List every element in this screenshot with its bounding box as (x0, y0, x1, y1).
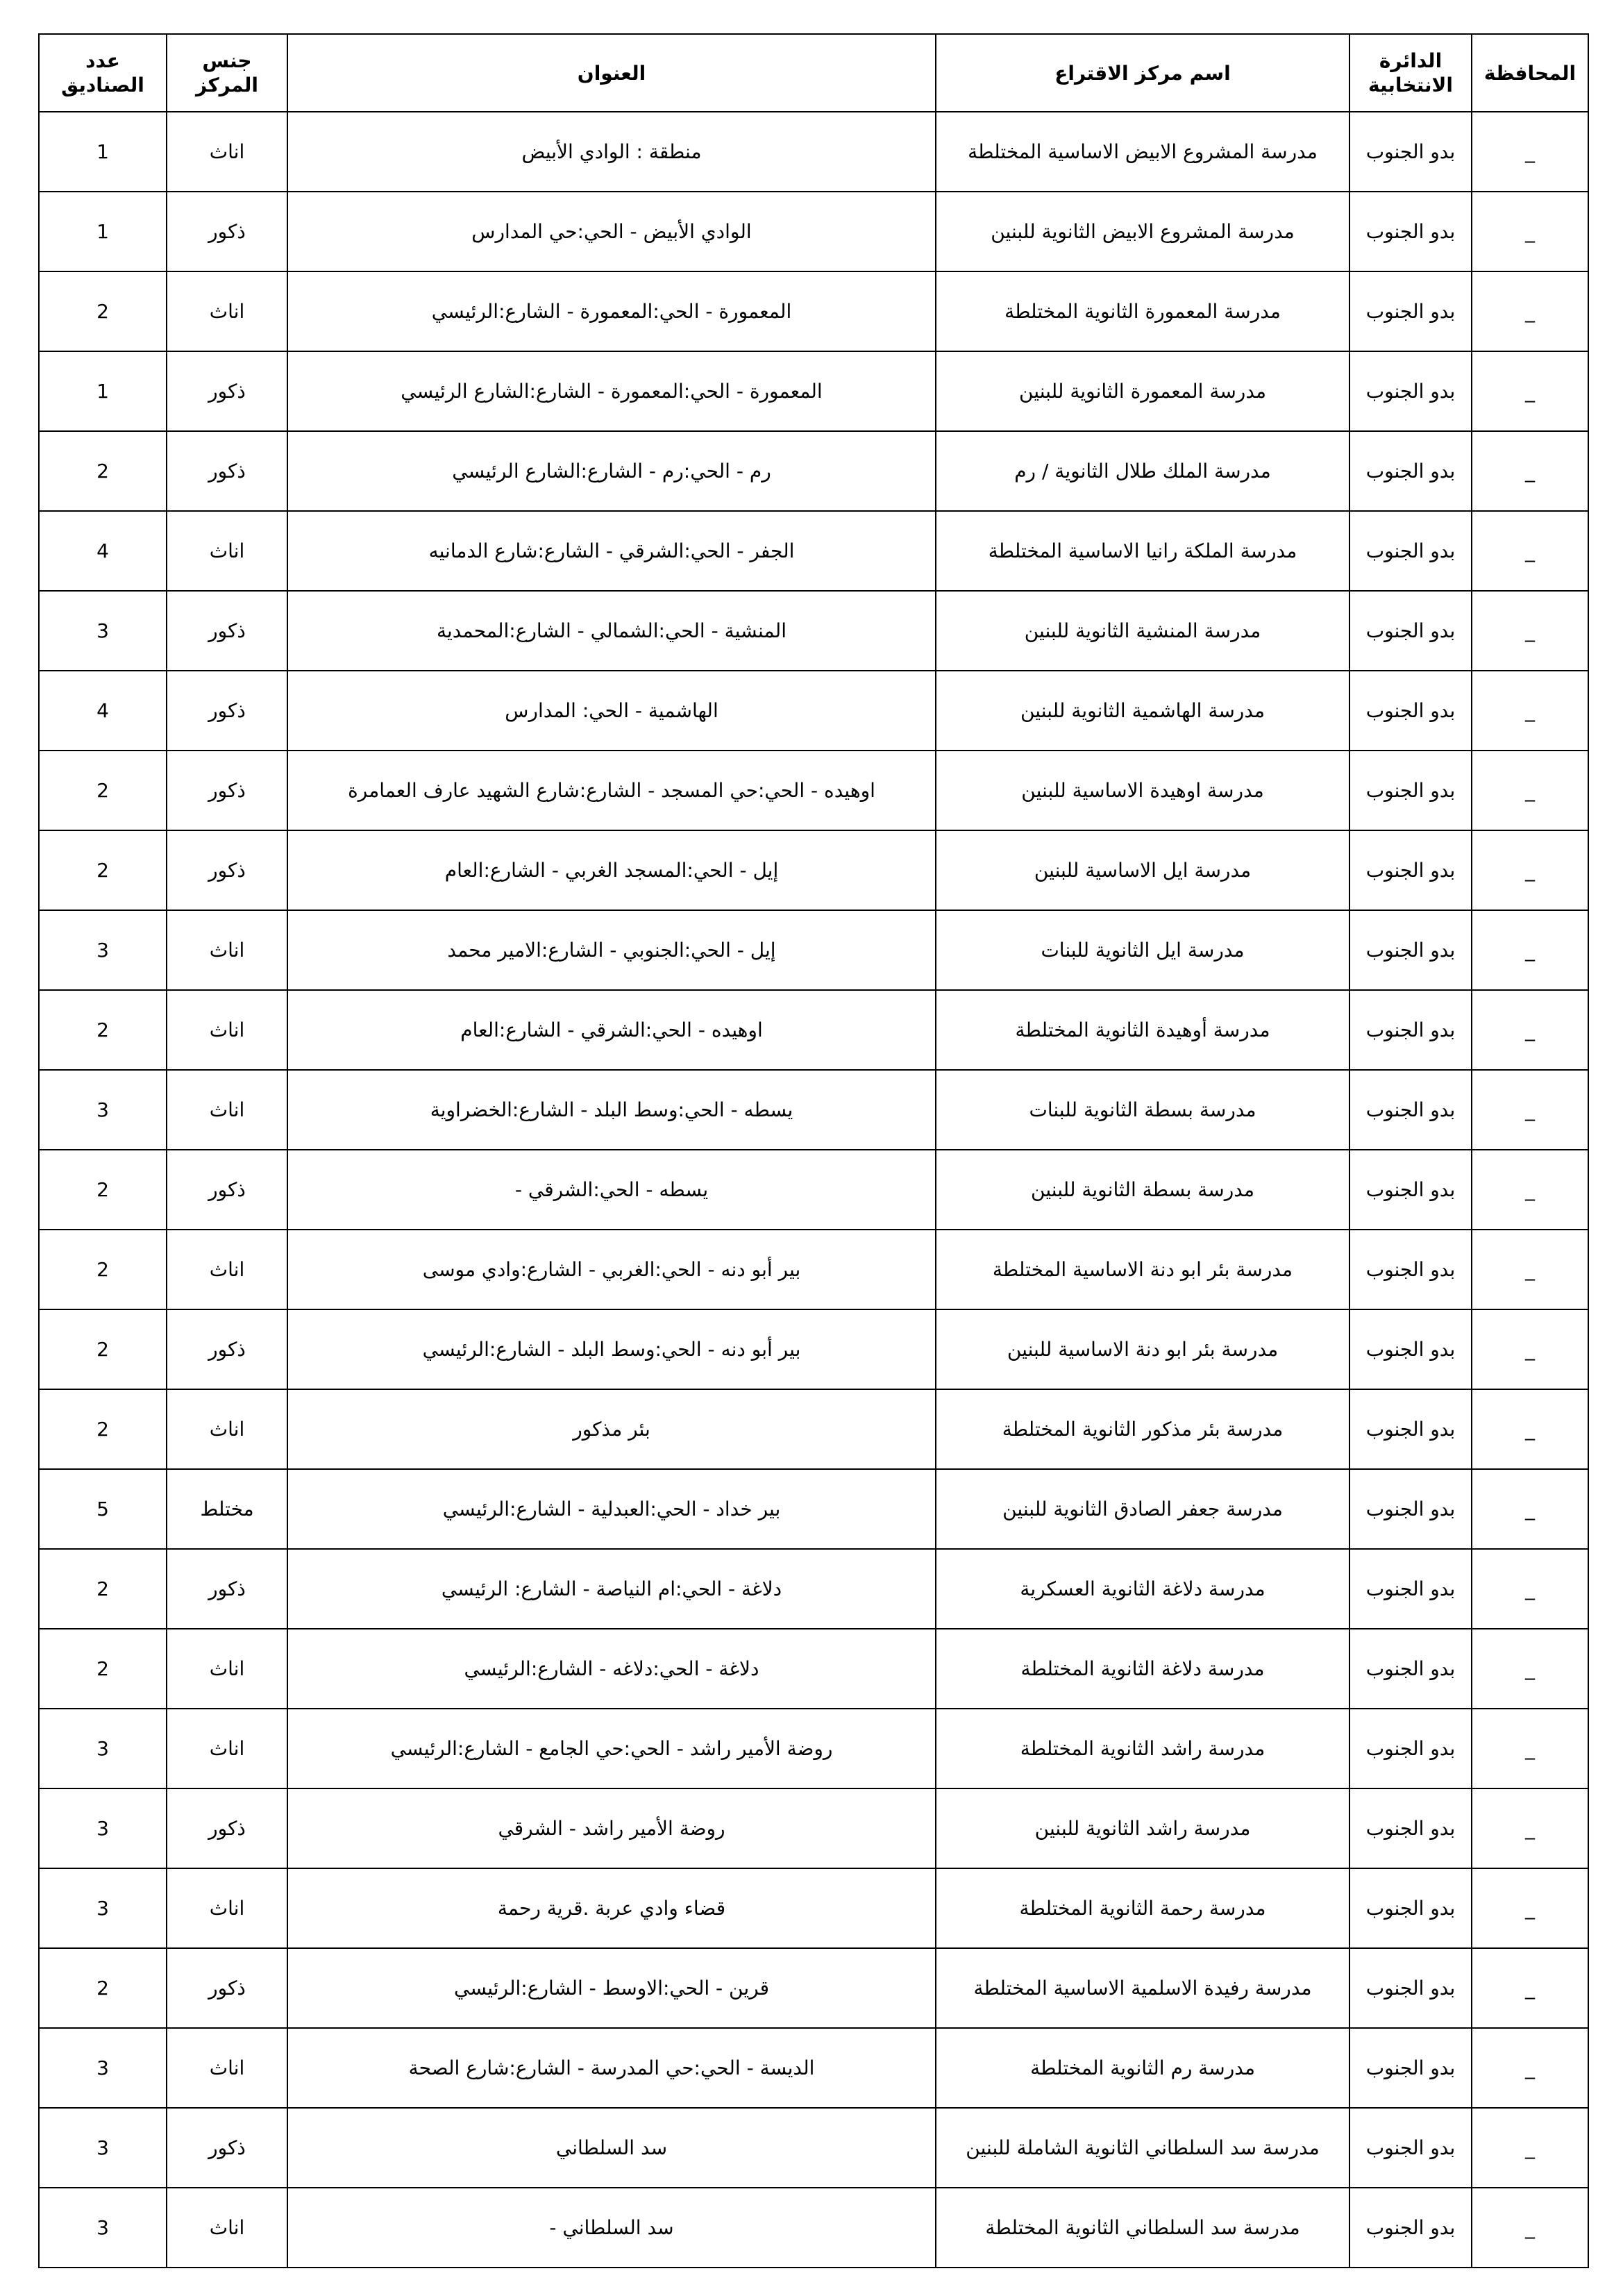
cell-district: بدو الجنوب (1349, 431, 1472, 511)
cell-center-name: مدرسة دلاغة الثانوية المختلطة (936, 1629, 1349, 1709)
cell-governorate: _ (1472, 910, 1588, 990)
table-row (39, 1788, 1588, 1868)
cell-boxes: 3 (39, 591, 167, 671)
cell-governorate: _ (1472, 351, 1588, 431)
cell-boxes: 3 (39, 910, 167, 990)
cell-gender: ذكور (167, 1788, 287, 1868)
cell-gender: ذكور (167, 591, 287, 671)
cell-governorate: _ (1472, 1150, 1588, 1230)
cell-address: اوهيده - الحي:حي المسجد - الشارع:شارع الشهيد عارف العمامرة (287, 751, 936, 830)
cell-boxes: 3 (39, 2028, 167, 2108)
cell-gender: مختلط (167, 1469, 287, 1549)
cell-center-name: مدرسة رم الثانوية المختلطة (936, 2028, 1349, 2108)
cell-governorate: _ (1472, 271, 1588, 351)
table-row (39, 751, 1588, 830)
table-row (39, 112, 1588, 192)
cell-boxes: 3 (39, 2108, 167, 2188)
cell-district: بدو الجنوب (1349, 1788, 1472, 1868)
cell-governorate: _ (1472, 1309, 1588, 1389)
table-row (39, 671, 1588, 751)
table-row (39, 830, 1588, 910)
cell-center-name: مدرسة المعمورة الثانوية للبنين (936, 351, 1349, 431)
cell-address: دلاغة - الحي:دلاغه - الشارع:الرئيسي (287, 1629, 936, 1709)
cell-district: بدو الجنوب (1349, 751, 1472, 830)
cell-center-name: مدرسة راشد الثانوية المختلطة (936, 1709, 1349, 1788)
cell-address: الهاشمية - الحي: المدارس (287, 671, 936, 751)
cell-governorate: _ (1472, 192, 1588, 271)
header-row (39, 34, 1588, 112)
table-row (39, 910, 1588, 990)
cell-gender: ذكور (167, 671, 287, 751)
cell-district: بدو الجنوب (1349, 1549, 1472, 1629)
cell-boxes: 1 (39, 351, 167, 431)
cell-boxes: 2 (39, 1230, 167, 1309)
cell-address: إيل - الحي:الجنوبي - الشارع:الامير محمد (287, 910, 936, 990)
cell-district: بدو الجنوب (1349, 1309, 1472, 1389)
cell-center-name: مدرسة الملك طلال الثانوية / رم (936, 431, 1349, 511)
cell-address: بئر مذكور (287, 1389, 936, 1469)
cell-boxes: 5 (39, 1469, 167, 1549)
cell-address: الوادي الأبيض - الحي:حي المدارس (287, 192, 936, 271)
cell-boxes: 3 (39, 2188, 167, 2268)
cell-district: بدو الجنوب (1349, 1389, 1472, 1469)
cell-boxes: 4 (39, 511, 167, 591)
cell-district: بدو الجنوب (1349, 1070, 1472, 1150)
cell-gender: ذكور (167, 351, 287, 431)
polling-centers-table (38, 33, 1589, 2268)
cell-district: بدو الجنوب (1349, 511, 1472, 591)
header-district: الدائرة الانتخابية (1349, 34, 1472, 112)
cell-address: دلاغة - الحي:ام النياصة - الشارع: الرئيسي (287, 1549, 936, 1629)
cell-gender: اناث (167, 2028, 287, 2108)
cell-boxes: 2 (39, 830, 167, 910)
cell-center-name: مدرسة سد السلطاني الثانوية الشاملة للبنين (936, 2108, 1349, 2188)
cell-gender: اناث (167, 1629, 287, 1709)
cell-address: إيل - الحي:المسجد الغربي - الشارع:العام (287, 830, 936, 910)
cell-center-name: مدرسة رفيدة الاسلمية الاساسية المختلطة (936, 1948, 1349, 2028)
cell-district: بدو الجنوب (1349, 1948, 1472, 2028)
table-row (39, 271, 1588, 351)
cell-address: رم - الحي:رم - الشارع:الشارع الرئيسي (287, 431, 936, 511)
cell-gender: اناث (167, 990, 287, 1070)
cell-address: روضة الأمير راشد - الشرقي (287, 1788, 936, 1868)
cell-boxes: 2 (39, 1948, 167, 2028)
cell-center-name: مدرسة الهاشمية الثانوية للبنين (936, 671, 1349, 751)
cell-district: بدو الجنوب (1349, 1868, 1472, 1948)
table-row (39, 591, 1588, 671)
table-header (39, 34, 1588, 112)
cell-district: بدو الجنوب (1349, 2028, 1472, 2108)
cell-boxes: 4 (39, 671, 167, 751)
cell-governorate: _ (1472, 591, 1588, 671)
cell-address: يسطه - الحي:وسط البلد - الشارع:الخضراوية (287, 1070, 936, 1150)
cell-boxes: 3 (39, 1709, 167, 1788)
cell-center-name: مدرسة بئر ابو دنة الاساسية المختلطة (936, 1230, 1349, 1309)
cell-governorate: _ (1472, 1948, 1588, 2028)
cell-gender: اناث (167, 2188, 287, 2268)
cell-boxes: 1 (39, 192, 167, 271)
cell-address: بير خداد - الحي:العبدلية - الشارع:الرئيسي (287, 1469, 936, 1549)
cell-district: بدو الجنوب (1349, 1230, 1472, 1309)
cell-boxes: 3 (39, 1788, 167, 1868)
cell-address: المعمورة - الحي:المعمورة - الشارع:الرئيسي (287, 271, 936, 351)
cell-address: الجفر - الحي:الشرقي - الشارع:شارع الدمانيه (287, 511, 936, 591)
cell-address: اوهيده - الحي:الشرقي - الشارع:العام (287, 990, 936, 1070)
table-row (39, 1549, 1588, 1629)
cell-governorate: _ (1472, 1469, 1588, 1549)
cell-gender: اناث (167, 112, 287, 192)
cell-address: قرين - الحي:الاوسط - الشارع:الرئيسي (287, 1948, 936, 2028)
cell-governorate: _ (1472, 112, 1588, 192)
cell-center-name: مدرسة المنشية الثانوية للبنين (936, 591, 1349, 671)
cell-district: بدو الجنوب (1349, 990, 1472, 1070)
cell-governorate: _ (1472, 2028, 1588, 2108)
cell-gender: اناث (167, 511, 287, 591)
cell-governorate: _ (1472, 2108, 1588, 2188)
header-boxes: عدد الصناديق (39, 34, 167, 112)
table-row (39, 1230, 1588, 1309)
cell-address: منطقة : الوادي الأبيض (287, 112, 936, 192)
cell-gender: اناث (167, 271, 287, 351)
cell-boxes: 3 (39, 1868, 167, 1948)
cell-address: سد السلطاني (287, 2108, 936, 2188)
cell-gender: اناث (167, 1709, 287, 1788)
cell-boxes: 2 (39, 1309, 167, 1389)
cell-district: بدو الجنوب (1349, 910, 1472, 990)
cell-address: يسطه - الحي:الشرقي - (287, 1150, 936, 1230)
cell-governorate: _ (1472, 2188, 1588, 2268)
cell-district: بدو الجنوب (1349, 112, 1472, 192)
table-row (39, 1070, 1588, 1150)
cell-gender: ذكور (167, 1150, 287, 1230)
cell-gender: اناث (167, 1868, 287, 1948)
cell-center-name: مدرسة بئر مذكور الثانوية المختلطة (936, 1389, 1349, 1469)
cell-governorate: _ (1472, 830, 1588, 910)
header-address: العنوان (287, 34, 936, 112)
cell-center-name: مدرسة أوهيدة الثانوية المختلطة (936, 990, 1349, 1070)
cell-address: الديسة - الحي:حي المدرسة - الشارع:شارع الصحة (287, 2028, 936, 2108)
cell-governorate: _ (1472, 431, 1588, 511)
cell-governorate: _ (1472, 1629, 1588, 1709)
cell-boxes: 2 (39, 1150, 167, 1230)
cell-center-name: مدرسة بسطة الثانوية للبنات (936, 1070, 1349, 1150)
cell-governorate: _ (1472, 1230, 1588, 1309)
cell-boxes: 1 (39, 112, 167, 192)
table-row (39, 351, 1588, 431)
cell-district: بدو الجنوب (1349, 591, 1472, 671)
cell-gender: ذكور (167, 2108, 287, 2188)
header-gender: جنس المركز (167, 34, 287, 112)
table-row (39, 1389, 1588, 1469)
cell-governorate: _ (1472, 1070, 1588, 1150)
cell-governorate: _ (1472, 511, 1588, 591)
table-row (39, 1309, 1588, 1389)
cell-boxes: 2 (39, 1389, 167, 1469)
header-center-name: اسم مركز الاقتراع (936, 34, 1349, 112)
cell-center-name: مدرسة راشد الثانوية للبنين (936, 1788, 1349, 1868)
cell-center-name: مدرسة ايل الاساسية للبنين (936, 830, 1349, 910)
cell-boxes: 3 (39, 1070, 167, 1150)
cell-governorate: _ (1472, 1868, 1588, 1948)
table-row (39, 1948, 1588, 2028)
cell-address: المنشية - الحي:الشمالي - الشارع:المحمدية (287, 591, 936, 671)
cell-boxes: 2 (39, 1629, 167, 1709)
table-row (39, 1469, 1588, 1549)
cell-gender: ذكور (167, 1309, 287, 1389)
cell-gender: اناث (167, 910, 287, 990)
table-row (39, 990, 1588, 1070)
cell-governorate: _ (1472, 990, 1588, 1070)
cell-gender: اناث (167, 1389, 287, 1469)
cell-governorate: _ (1472, 671, 1588, 751)
table-row (39, 2108, 1588, 2188)
cell-gender: ذكور (167, 431, 287, 511)
cell-address: بير أبو دنه - الحي:وسط البلد - الشارع:الرئيسي (287, 1309, 936, 1389)
cell-district: بدو الجنوب (1349, 2108, 1472, 2188)
table-row (39, 1150, 1588, 1230)
table-row (39, 431, 1588, 511)
cell-address: سد السلطاني - (287, 2188, 936, 2268)
cell-boxes: 2 (39, 990, 167, 1070)
cell-center-name: مدرسة المعمورة الثانوية المختلطة (936, 271, 1349, 351)
cell-boxes: 2 (39, 431, 167, 511)
cell-gender: اناث (167, 1230, 287, 1309)
cell-boxes: 2 (39, 751, 167, 830)
table-row (39, 2188, 1588, 2268)
cell-governorate: _ (1472, 1549, 1588, 1629)
cell-district: بدو الجنوب (1349, 1150, 1472, 1230)
cell-gender: ذكور (167, 1549, 287, 1629)
cell-address: بير أبو دنه - الحي:الغربي - الشارع:وادي موسى (287, 1230, 936, 1309)
cell-center-name: مدرسة ايل الثانوية للبنات (936, 910, 1349, 990)
cell-center-name: مدرسة سد السلطاني الثانوية المختلطة (936, 2188, 1349, 2268)
cell-center-name: مدرسة المشروع الابيض الثانوية للبنين (936, 192, 1349, 271)
cell-center-name: مدرسة جعفر الصادق الثانوية للبنين (936, 1469, 1349, 1549)
cell-center-name: مدرسة دلاغة الثانوية العسكرية (936, 1549, 1349, 1629)
table-body (39, 112, 1588, 2268)
cell-center-name: مدرسة الملكة رانيا الاساسية المختلطة (936, 511, 1349, 591)
cell-boxes: 2 (39, 1549, 167, 1629)
cell-gender: ذكور (167, 830, 287, 910)
header-governorate: المحافظة (1472, 34, 1588, 112)
table-row (39, 192, 1588, 271)
cell-governorate: _ (1472, 751, 1588, 830)
table-row (39, 511, 1588, 591)
cell-governorate: _ (1472, 1709, 1588, 1788)
cell-address: روضة الأمير راشد - الحي:حي الجامع - الشارع:الرئيسي (287, 1709, 936, 1788)
cell-gender: ذكور (167, 192, 287, 271)
table-row (39, 1709, 1588, 1788)
cell-governorate: _ (1472, 1389, 1588, 1469)
cell-district: بدو الجنوب (1349, 671, 1472, 751)
cell-district: بدو الجنوب (1349, 192, 1472, 271)
cell-center-name: مدرسة اوهيدة الاساسية للبنين (936, 751, 1349, 830)
cell-center-name: مدرسة بسطة الثانوية للبنين (936, 1150, 1349, 1230)
cell-gender: اناث (167, 1070, 287, 1150)
table-row (39, 1629, 1588, 1709)
cell-governorate: _ (1472, 1788, 1588, 1868)
cell-center-name: مدرسة بئر ابو دنة الاساسية للبنين (936, 1309, 1349, 1389)
cell-gender: ذكور (167, 751, 287, 830)
cell-district: بدو الجنوب (1349, 351, 1472, 431)
cell-district: بدو الجنوب (1349, 271, 1472, 351)
cell-district: بدو الجنوب (1349, 1709, 1472, 1788)
cell-district: بدو الجنوب (1349, 1469, 1472, 1549)
table-row (39, 1868, 1588, 1948)
cell-boxes: 2 (39, 271, 167, 351)
cell-district: بدو الجنوب (1349, 1629, 1472, 1709)
table-row (39, 2028, 1588, 2108)
cell-center-name: مدرسة رحمة الثانوية المختلطة (936, 1868, 1349, 1948)
cell-district: بدو الجنوب (1349, 830, 1472, 910)
cell-district: بدو الجنوب (1349, 2188, 1472, 2268)
cell-gender: ذكور (167, 1948, 287, 2028)
cell-center-name: مدرسة المشروع الابيض الاساسية المختلطة (936, 112, 1349, 192)
cell-address: قضاء وادي عربة .قرية رحمة (287, 1868, 936, 1948)
cell-address: المعمورة - الحي:المعمورة - الشارع:الشارع الرئيسي (287, 351, 936, 431)
